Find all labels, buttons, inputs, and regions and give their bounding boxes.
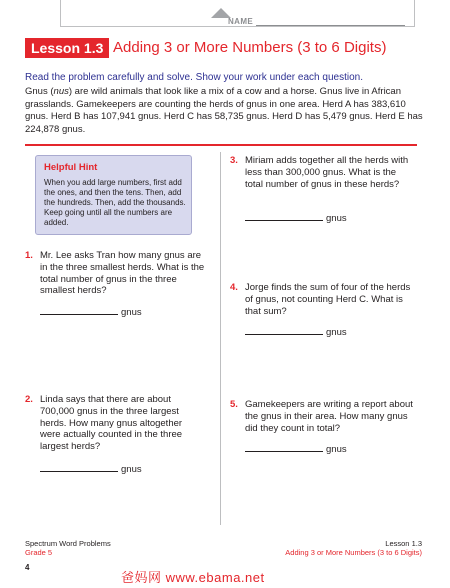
question-number: 5. bbox=[230, 399, 238, 410]
question-number: 1. bbox=[25, 250, 33, 261]
question-text: Miriam adds together all the herds with less than 300,000 gnus. What is the total number of gnus in these herds? bbox=[245, 155, 409, 190]
answer-unit: gnus bbox=[121, 464, 142, 475]
footer-grade: Grade 5 bbox=[25, 548, 53, 557]
hint-title: Helpful Hint bbox=[44, 162, 98, 173]
answer-blank[interactable] bbox=[40, 306, 118, 315]
passage-word: Gnus bbox=[25, 86, 48, 97]
lesson-header bbox=[25, 38, 445, 58]
question-1 bbox=[25, 250, 205, 300]
answer-4 bbox=[245, 326, 347, 339]
answer-5 bbox=[245, 443, 347, 456]
answer-2 bbox=[40, 463, 142, 476]
question-number: 4. bbox=[230, 282, 238, 293]
question-text: Gamekeepers are writing a report about the gnus in their area. How many gnus did they count in total? bbox=[245, 399, 413, 434]
question-text: Linda says that there are about 700,000 gnus in the three largest herds. How many gnus altogether were actually counted in the three largest herds? bbox=[40, 394, 183, 453]
name-input-line[interactable] bbox=[256, 25, 405, 26]
answer-3 bbox=[245, 212, 347, 225]
question-number: 3. bbox=[230, 155, 238, 166]
answer-unit: gnus bbox=[326, 327, 347, 338]
section-divider bbox=[25, 144, 417, 146]
column-divider bbox=[220, 152, 221, 525]
answer-1 bbox=[40, 306, 142, 319]
name-label: NAME bbox=[228, 17, 254, 26]
page-number: 4 bbox=[25, 563, 30, 572]
answer-blank[interactable] bbox=[245, 212, 323, 221]
helpful-hint-box bbox=[35, 155, 192, 235]
answer-blank[interactable] bbox=[40, 463, 118, 472]
footer-lesson: Lesson 1.3 bbox=[385, 539, 422, 548]
lesson-title: Adding 3 or More Numbers (3 to 6 Digits) bbox=[113, 39, 387, 56]
answer-blank[interactable] bbox=[245, 443, 323, 452]
footer-book: Spectrum Word Problems bbox=[25, 539, 111, 548]
answer-unit: gnus bbox=[326, 444, 347, 455]
footer-book-info bbox=[25, 539, 111, 557]
instructions: Read the problem carefully and solve. Show your work under each question. bbox=[25, 72, 363, 83]
question-text: Jorge finds the sum of four of the herds of gnus, not counting Herd C. What is that sum? bbox=[245, 282, 411, 317]
question-4 bbox=[230, 282, 415, 322]
passage-pronunciation: nus bbox=[53, 86, 69, 97]
footer-lesson-title: Adding 3 or More Numbers (3 to 6 Digits) bbox=[285, 548, 422, 557]
answer-unit: gnus bbox=[121, 307, 142, 318]
question-5 bbox=[230, 399, 415, 439]
watermark: 爸妈网 www.ebama.net bbox=[121, 570, 265, 585]
answer-unit: gnus bbox=[326, 213, 347, 224]
question-2 bbox=[25, 394, 205, 454]
hint-body: When you add large numbers, first add the ones, and then the tens. Then, add the hundreds. Then, add the thousands. Keep going until all the numbers are added. bbox=[44, 178, 186, 227]
passage-text: are wild animals that look like a mix of a cow and a horse. Gnus live in African grasslands. Gamekeepers are counting the herds of gnus in one area. Herd A has 383,610 gnus. Herd B has 107,941 gnus. Herd C has 58,735 gnus. Herd D has 5,479 gnus. Herd E has 224,878 gnus. bbox=[25, 86, 423, 135]
answer-blank[interactable] bbox=[245, 326, 323, 335]
lesson-badge: Lesson 1.3 bbox=[25, 38, 109, 58]
footer-lesson-info bbox=[285, 539, 422, 557]
question-text: Mr. Lee asks Tran how many gnus are in the three smallest herds. What is the total number of gnus in the three smallest herds? bbox=[40, 250, 205, 297]
problem-passage: Gnus (nus) are wild animals that look like a mix of a cow and a horse. Gnus live in African grasslands. Gamekeepers are counting the herds of gnus in one area. Herd A has 383,610 gnus. Herd B has 107,941 gnus. Herd C has 58,735 gnus. Herd D has 5,479 gnus. Herd E has 224,878 gnus. bbox=[25, 86, 423, 135]
question-3 bbox=[230, 155, 415, 205]
question-number: 2. bbox=[25, 394, 33, 405]
